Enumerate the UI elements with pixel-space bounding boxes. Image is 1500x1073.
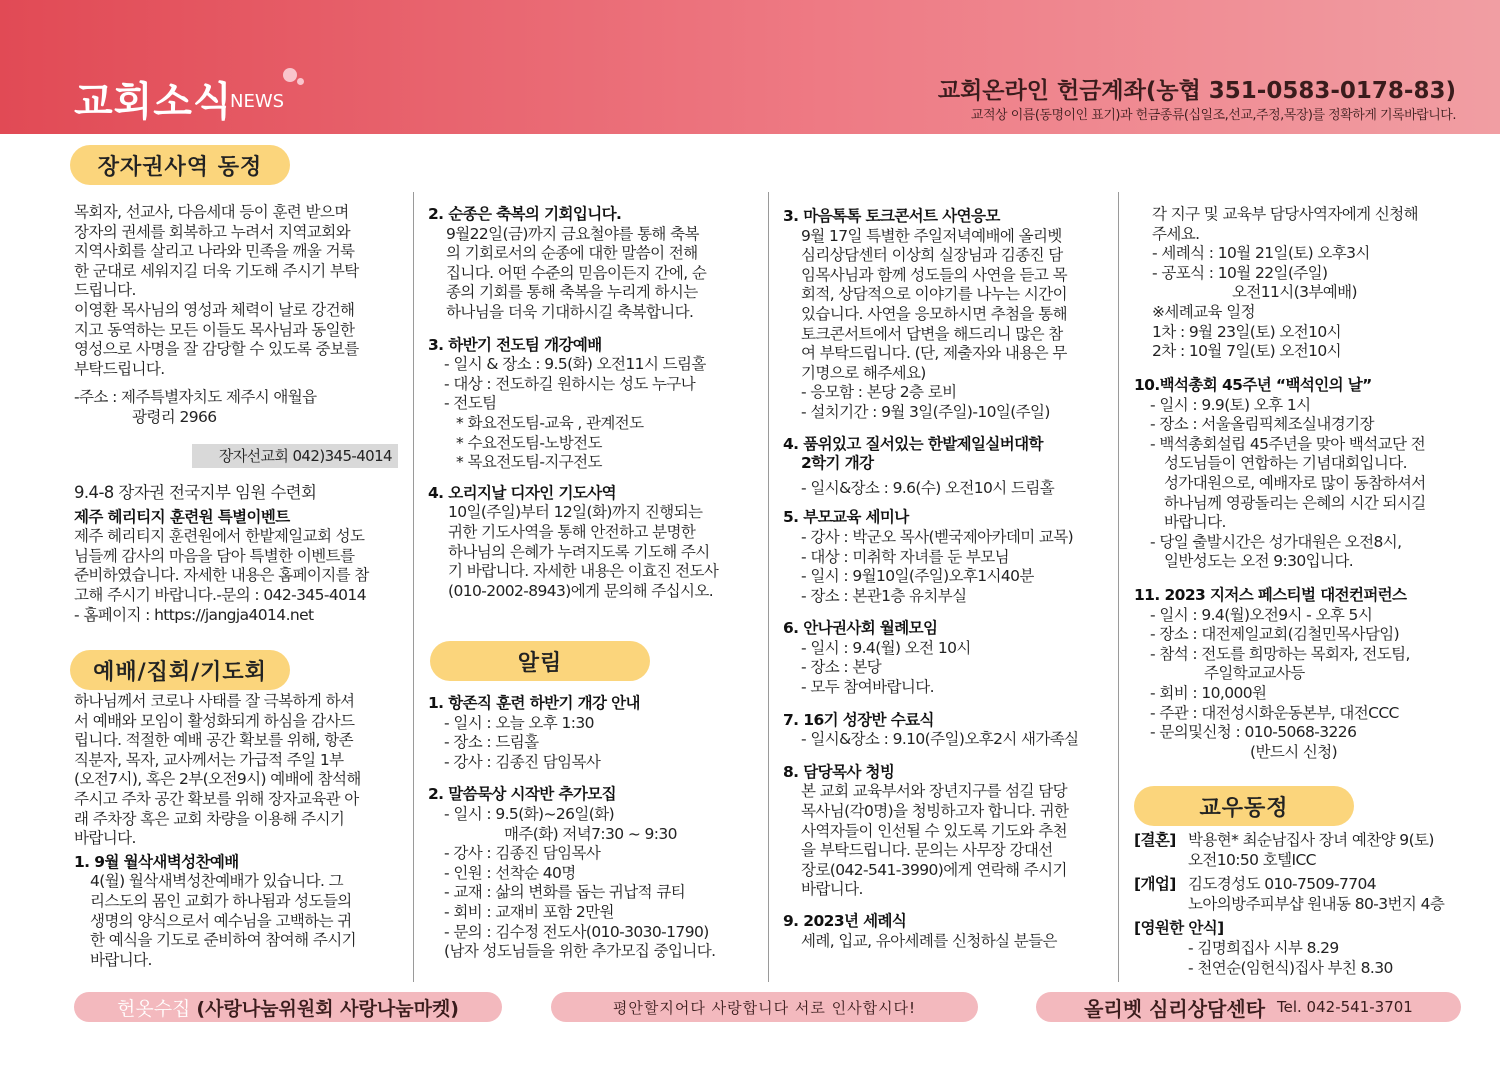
notice-10-title: 10.백석총회 45주년 “백석인의 날” [1134, 376, 1372, 394]
notice-11-lines [1150, 684, 1426, 743]
text-line: 임목사님과 함께 성도들의 사연을 듣고 목 [801, 265, 1067, 284]
text-line: - 세례식 : 10월 21일(토) 오후3시 [1152, 244, 1370, 263]
notice-10-line: - 장소 : 서울올림픽체조실내경기장 [1150, 415, 1374, 434]
notice-11-line: 주일학교교사등 [1204, 664, 1305, 683]
text-line: - 장소 : 본관1층 유치부실 [801, 586, 967, 605]
text-line: 지역사회를 살리고 나라와 민족을 깨울 거룩 [74, 242, 355, 261]
dawn-worship-paragraph [74, 872, 361, 970]
wedding-entry [1134, 831, 1444, 870]
clothing-drive-text: (사랑나눔위원회 사랑나눔마켓) [196, 997, 459, 1020]
brand-title: 교회소식 [74, 79, 233, 125]
wedding-text [1188, 831, 1434, 870]
worship-paragraph [74, 692, 361, 849]
text-line: 10일(주일)부터 12일(화)까지 진행되는 [448, 503, 703, 522]
notice-6-body [783, 639, 1079, 698]
text-line: - 김명희집사 시부 8.29 [1188, 938, 1339, 957]
counseling-tel: Tel. 042-541-3701 [1277, 998, 1413, 1016]
text-line: (010-2002-8943)에게 문의해 주십시오. [448, 581, 714, 600]
text-line: 고해 주시기 바랍니다.-문의 : 042-345-4014 [74, 585, 366, 604]
text-line: - 천연순(임헌식)집사 부친 8.30 [1188, 958, 1393, 977]
text-line: - 일시 : 오늘 오후 1:30 [444, 713, 594, 732]
text-line: - 문의및신청 : 010-5068-3226 [1150, 723, 1357, 742]
item-2-title: 2. 순종은 축복의 기회입니다. [428, 205, 622, 223]
item-3-line: - 대상 : 전도하길 원하시는 성도 누구나 [444, 374, 696, 393]
item-2-body [428, 225, 718, 323]
notice-2-body [428, 805, 715, 962]
text-line: 있습니다. 사연을 응모하시면 추첨을 통해 [801, 304, 1067, 323]
text-line: (남자 성도님들을 위한 추가모집 중입니다. [444, 942, 716, 961]
text-line: - 참석 : 전도를 희망하는 목회자, 전도팀, [1150, 644, 1410, 663]
notice-7-title: 7. 16기 성장반 수료식 [783, 710, 934, 729]
section-members: 교우동정 [1134, 786, 1354, 826]
decorative-dot-icon [283, 68, 297, 82]
notice-10-line: - 당일 출발시간은 성가대원은 오전8시, [1150, 532, 1402, 551]
notice-5-body [783, 528, 1079, 606]
column-3 [783, 207, 1079, 951]
opening-text [1188, 875, 1444, 914]
text-line: - 공포식 : 10월 22일(주일) [1152, 263, 1328, 282]
notice-11-title: 11. 2023 지저스 페스티벌 대전컨퍼런스 [1134, 585, 1407, 604]
counseling-name: 올리벳 심리상담센타 [1084, 996, 1266, 1021]
text-line: 지고 동역하는 모든 이들도 목사님과 동일한 [74, 320, 355, 339]
item-3-title: 3. 하반기 전도팀 개강예배 [428, 335, 602, 354]
text-line: - 장소 : 본당 [801, 658, 882, 677]
baptism-line: 오전11시(3부예배) [1232, 283, 1357, 302]
notice-9-body [783, 932, 1079, 952]
item-3-line: * 화요전도팀-교육 , 관계전도 [456, 413, 644, 432]
text-line: 의 기회로서의 순종에 대한 말씀이 전해 [446, 244, 698, 263]
text-line: (오전7시), 혹은 2부(오전9시) 예배에 참석해 [74, 770, 361, 789]
text-line: 직분자, 목자, 교사께서는 가급적 주일 1부 [74, 750, 344, 769]
clothing-drive-lead: 헌옷수집 [116, 997, 191, 1020]
greeting-text: 평안할지어다 사랑합니다 서로 인사합시다! [612, 998, 917, 1017]
text-line: 한 예식을 기도로 준비하여 참여해 주시기 [90, 931, 356, 950]
text-line: 래 주차장 혹은 교회 차량을 이용해 주시기 [74, 809, 345, 828]
notice-9-title: 9. 2023년 세례식 [783, 912, 907, 930]
text-line: - 장소 : 드림홀 [444, 733, 539, 752]
text-line: - 응모함 : 본당 2층 로비 [801, 383, 957, 402]
notice-11-body [1134, 606, 1426, 763]
counseling-banner [1036, 992, 1461, 1022]
notice-1-title: 1. 항존직 훈련 하반기 개강 안내 [428, 694, 640, 712]
section-jangja: 장자권사역 동정 [70, 145, 290, 185]
opening-entry [1134, 875, 1444, 914]
text-line: 장로(042-541-3990)에게 연락해 주시기 [801, 860, 1067, 879]
item-3-line: * 목요전도팀-지구전도 [456, 453, 602, 472]
jeju-title: 제주 헤리티지 훈련원 특별이벤트 [74, 507, 290, 526]
text-line: - 일시&장소 : 9.6(수) 오전10시 드림홀 [801, 478, 1055, 497]
text-line: - 모두 참여바랍니다. [801, 678, 934, 697]
rest-tag: [영원한 안식] [1134, 919, 1224, 938]
text-line: 기명으로 해주세요) [801, 363, 926, 382]
column-1 [74, 203, 359, 428]
text-line: 을 부탁드립니다. 문의는 사무장 강대선 [801, 841, 1053, 860]
column-2 [428, 205, 718, 601]
text-line: 영성으로 사명을 잘 감당할 수 있도록 중보를 [74, 340, 359, 359]
notice-10-line: 바랍니다. [1164, 513, 1226, 532]
notice-10-line: 하나님께 영광돌리는 은혜의 시간 되시길 [1164, 493, 1426, 512]
text-line: - 인원 : 선착순 40명 [444, 863, 576, 882]
notice-3-body [783, 227, 1079, 423]
text-line: 오전10:50 호텔ICC [1188, 850, 1316, 869]
text-line: 1차 : 9월 23일(토) 오전10시 [1152, 322, 1342, 341]
address-line: -주소 : 제주특별자치도 제주시 애월읍 [74, 388, 317, 407]
notice-4-title-line: 4. 품위있고 질서있는 한밭제일실버대학 [783, 434, 1043, 453]
notice-1-body [428, 714, 715, 773]
notice-10-body [1134, 396, 1426, 572]
notice-8-body [783, 782, 1079, 900]
event-line: 9.4-8 장자권 전국지부 임원 수련회 [74, 483, 317, 502]
baptism-schedule [1152, 303, 1418, 362]
text-line: - 설치기간 : 9월 3일(주일)-10일(주일) [801, 402, 1050, 421]
member-news [1134, 831, 1444, 978]
text-line: 여 부탁드립니다. (단, 제출자와 내용은 무 [801, 344, 1067, 363]
clothing-drive-banner [74, 992, 502, 1022]
notice-10-line: 성가대원으로, 예배자로 많이 동참하셔서 [1164, 473, 1426, 492]
text-line: 종의 기회를 통해 축복을 누리게 하시는 [446, 283, 698, 302]
text-line: - 일시 : 9월10일(주일)오후1시40분 [801, 567, 1034, 586]
text-line: 목사님(각0명)을 청빙하고자 합니다. 귀한 [801, 802, 1069, 821]
notice-11-lines [1150, 606, 1426, 665]
text-line: 귀한 기도사역을 통해 안전하고 분명한 [448, 522, 696, 541]
text-line: - 일시 : 9.4(월) 오전 10시 [801, 638, 971, 657]
text-line: 9월22일(금)까지 금요철야를 통해 축복 [446, 224, 699, 243]
text-line: 한 군대로 세워지길 더욱 기도해 주시기 부탁 [74, 261, 359, 280]
text-line: 하나님을 더욱 기대하시길 축복합니다. [446, 302, 694, 321]
text-line: 목회자, 선교사, 다음세대 등이 훈련 받으며 [74, 203, 349, 221]
notice-2-line: 매주(화) 저녁7:30 ~ 9:30 [504, 824, 677, 843]
text-line: 바랍니다. [90, 950, 152, 969]
text-line: 9월 17일 특별한 주일저녁예배에 올리벳 [801, 226, 1062, 245]
text-line: - 일시&장소 : 9.10(주일)오후2시 새가족실 [801, 730, 1079, 749]
text-line: 노아의방주피부샵 원내동 80-3번지 4층 [1188, 894, 1445, 913]
item-3-body [428, 355, 718, 473]
text-line: - 장소 : 대전제일교회(김철민목사담임) [1150, 625, 1400, 644]
item-3-line: - 전도팀 [444, 394, 497, 413]
text-line: 이영환 목사님의 영성과 체력이 날로 강건해 [74, 300, 355, 319]
text-line: - 일시 : 9.4(월)오전9시 - 오후 5시 [1150, 605, 1373, 624]
column-divider [768, 192, 769, 982]
text-line: 각 지구 및 교육부 담당사역자에게 신청해 [1152, 205, 1418, 223]
notice-10-line: 성도님들이 연합하는 기념대회입니다. [1164, 454, 1407, 473]
text-line: 박용현* 최순남집사 장녀 예찬양 9(토) [1188, 831, 1434, 849]
notice-8-title: 8. 담당목사 청빙 [783, 762, 895, 781]
text-line: 사역자들이 인선될 수 있도록 기도와 추천 [801, 821, 1067, 840]
text-line: 하나님의 은혜가 누려지도록 기도해 주시 [448, 542, 710, 561]
notice-5-title: 5. 부모교육 세미나 [783, 508, 909, 527]
column-divider [1118, 192, 1119, 982]
text-line: - 강사 : 박군오 목사(벧국제아카데미 교목) [801, 527, 1074, 546]
item-3-line: - 일시 & 장소 : 9.5(화) 오전11시 드림홀 [444, 355, 706, 374]
text-line: 리스도의 몸인 교회가 하나됨과 성도들의 [90, 891, 352, 910]
notice-2-line: - 일시 : 9.5(화)~26일(화) [444, 804, 615, 823]
text-line: - 주관 : 대전성시화운동본부, 대전CCC [1150, 703, 1399, 722]
text-line: - 강사 : 김종진 담임목사 [444, 844, 601, 863]
notice-column-2 [428, 694, 715, 962]
notice-4-title-line: 2학기 개강 [801, 454, 874, 473]
address-block [74, 388, 359, 427]
text-line: ※세례교육 일정 [1152, 302, 1255, 321]
notice-10-line: - 일시 : 9.9(토) 오후 1시 [1150, 395, 1311, 414]
notice-10-line: - 백석총회설립 45주년을 맞아 백석교단 전 [1150, 434, 1426, 453]
address-line: 광령리 2966 [132, 407, 217, 426]
text-line: 본 교회 교육부서와 장년지구를 섬길 담당 [801, 782, 1067, 801]
text-line: 하나님께서 코로나 사태를 잘 극복하게 하셔 [74, 692, 355, 710]
opening-tag: [개업] [1134, 875, 1176, 894]
text-line: 주시고 주차 공간 확보를 위해 장자교육관 아 [74, 789, 359, 808]
text-line: 심리상담센터 이상희 실장님과 김종진 담 [801, 246, 1063, 265]
text-line: 회적, 상담적으로 이야기를 나누는 시간이 [801, 285, 1067, 304]
header-banner [0, 0, 1500, 134]
text-line: 제주 헤리티지 훈련원에서 한밭제일교회 성도 [74, 527, 365, 546]
item-3-line: * 수요전도팀-노방전도 [456, 433, 602, 452]
text-line: 생명의 양식으로서 예수님을 고백하는 귀 [90, 911, 352, 930]
contact-box: 장자선교회 042)345-4014 [192, 444, 398, 468]
column-4 [1152, 205, 1418, 362]
text-line: 준비하였습니다. 자세한 내용은 홈페이지를 참 [74, 566, 369, 585]
decorative-dot-icon [297, 78, 304, 85]
column-divider [413, 192, 414, 982]
notice-4-title [783, 435, 1079, 474]
column-1-lower [74, 483, 369, 625]
text-line: 드립니다. [74, 281, 136, 300]
offering-account: 교회온라인 헌금계좌(농협 351-0583-0178-83) [937, 78, 1456, 104]
text-line: 부탁드립니다. [74, 359, 165, 378]
text-line: 기 바랍니다. 자세한 내용은 이효진 전도사 [448, 562, 719, 581]
text-line: 립니다. 적절한 예배 공간 확보를 위해, 항존 [74, 731, 353, 750]
item-4-body [428, 503, 718, 601]
offering-note: 교적상 이름(동명이인 표기)과 헌금종류(십일조,선교,주정,목장)를 정확하게 기록바랍니다. [970, 108, 1456, 123]
text-line: 토크콘서트에서 답변을 해드리니 많은 참 [801, 324, 1063, 343]
text-line: 세례, 입교, 유아세례를 신청하실 분들은 [801, 931, 1057, 950]
dawn-worship-title: 1. 9월 월삭새벽성찬예배 [74, 852, 239, 871]
text-line: - 회비 : 교재비 포함 2만원 [444, 902, 614, 921]
worship-block [74, 692, 361, 970]
jeju-paragraph [74, 527, 369, 625]
baptism-intro [1152, 205, 1418, 283]
text-line: - 강사 : 김종진 담임목사 [444, 752, 601, 771]
notice-10-line: 일반성도는 오전 9:30입니다. [1164, 552, 1354, 571]
text-line: 바랍니다. [801, 880, 863, 899]
item-4-title: 4. 오리지날 디자인 기도사역 [428, 483, 616, 502]
greeting-banner [551, 992, 978, 1022]
text-line: 2차 : 10월 7일(토) 오전10시 [1152, 342, 1342, 361]
rest-text [1134, 939, 1444, 978]
text-line: 서 예배와 모임이 활성화되게 하심을 감사드 [74, 711, 355, 730]
notice-4-body [783, 479, 1079, 499]
text-line: 바랍니다. [74, 829, 136, 848]
notice-3-title: 3. 마음톡톡 토크콘서트 사연응모 [783, 207, 1000, 225]
text-line: - 회비 : 10,000원 [1150, 683, 1267, 702]
text-line: 장자의 권세를 회복하고 누려서 지역교회와 [74, 222, 351, 241]
text-line: 주세요. [1152, 224, 1200, 243]
section-worship: 예배/집회/기도회 [70, 650, 290, 690]
notice-11-line: (반드시 신청) [1250, 742, 1338, 761]
text-line: - 대상 : 미취학 자녀를 둔 부모님 [801, 547, 1010, 566]
text-line: - 문의 : 김수정 전도사(010-3030-1790) [444, 922, 709, 941]
notice-2-title: 2. 말씀묵상 시작반 추가모집 [428, 785, 616, 804]
brand-subtitle: NEWS [230, 91, 285, 112]
wedding-tag: [결혼] [1134, 831, 1176, 849]
section-notice: 알림 [430, 641, 650, 681]
text-line: 4(월) 월삭새벽성찬예배가 있습니다. 그 [90, 872, 344, 891]
text-line: 님들께 감사의 마음을 담아 특별한 이벤트를 [74, 546, 355, 565]
text-line: - 교재 : 삶의 변화를 돕는 귀납적 큐티 [444, 883, 686, 902]
column-4-middle [1134, 376, 1426, 762]
notice-2-lines [444, 844, 715, 962]
text-line: 집니다. 어떤 수준의 믿음이든지 간에, 순 [446, 263, 707, 282]
text-line: 김도경성도 010-7509-7704 [1188, 875, 1377, 894]
jangja-paragraph [74, 203, 359, 379]
notice-7-body [783, 730, 1079, 750]
text-line: - 홈페이지 : https://jangja4014.net [74, 605, 314, 624]
notice-6-title: 6. 안나권사회 월례모임 [783, 619, 938, 638]
